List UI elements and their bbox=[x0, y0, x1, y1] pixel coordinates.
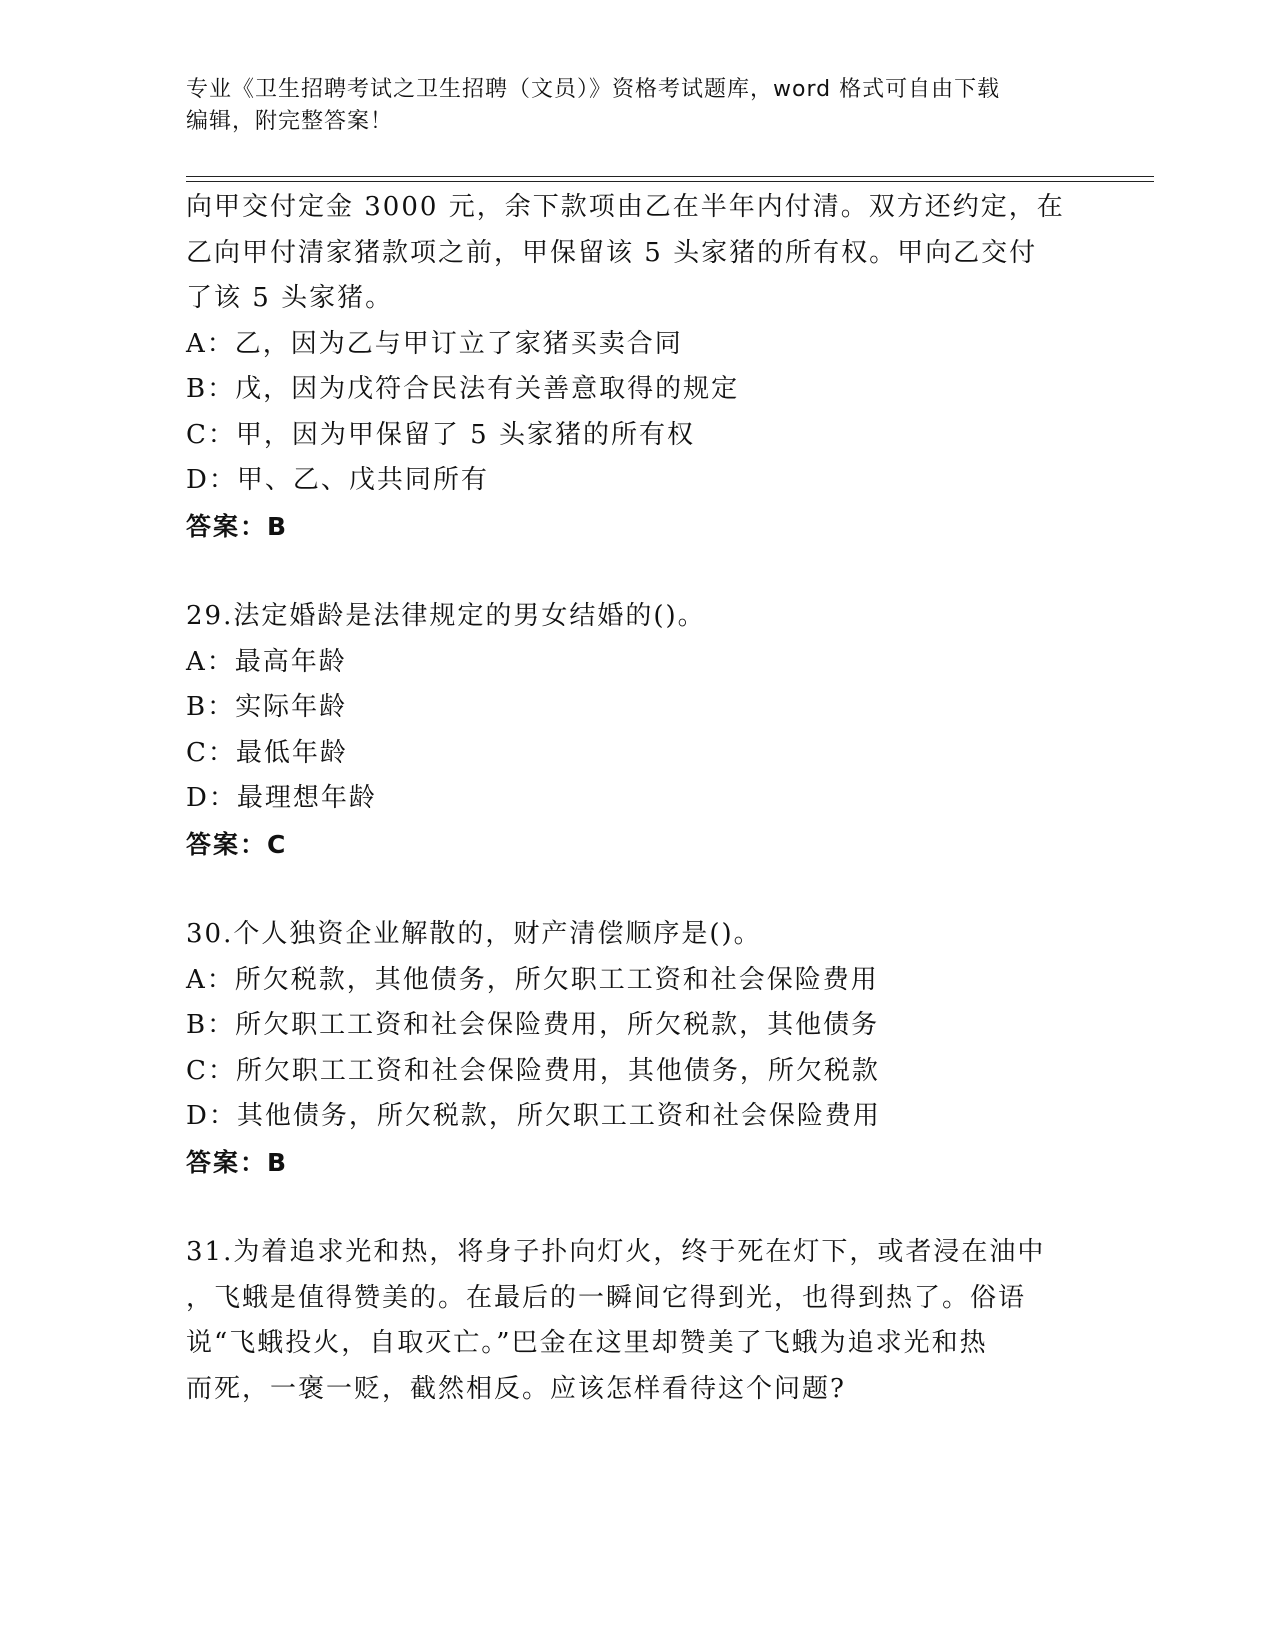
option-d: D：其他债务，所欠税款，所欠职工工资和社会保险费用 bbox=[186, 1101, 881, 1131]
question-stem-line: 31.为着追求光和热，将身子扑向灯火，终于死在灯下，或者浸在油中 bbox=[186, 1237, 1046, 1267]
option-a: A：最高年龄 bbox=[186, 646, 347, 677]
document-header bbox=[186, 74, 1086, 138]
question-29 bbox=[186, 594, 1086, 867]
header-line: 编辑，附完整答案！ bbox=[186, 109, 394, 134]
question-stem: 29.法定婚龄是法律规定的男女结婚的()。 bbox=[186, 601, 706, 631]
header-divider bbox=[186, 181, 1154, 182]
option-b: B：戊，因为戊符合民法有关善意取得的规定 bbox=[186, 374, 740, 404]
header-line: 专业《卫生招聘考试之卫生招聘（文员）》资格考试题库，word 格式可自由下载 bbox=[186, 77, 1001, 102]
question-stem-line: 说“飞蛾投火，自取灭亡。”巴金在这里却赞美了飞蛾为追求光和热 bbox=[186, 1328, 988, 1358]
option-d: D：最理想年龄 bbox=[186, 783, 377, 813]
option-c: C：最低年龄 bbox=[186, 737, 348, 768]
answer: 答案：C bbox=[186, 829, 288, 859]
question-stem-line: 了该 5 头家猪。 bbox=[186, 283, 394, 313]
question-stem-line: 向甲交付定金 3000 元，余下款项由乙在半年内付清。双方还约定，在 bbox=[186, 192, 1065, 222]
option-b: B：实际年龄 bbox=[186, 692, 348, 722]
header-divider bbox=[186, 176, 1154, 177]
option-d: D：甲、乙、戊共同所有 bbox=[186, 465, 489, 495]
question-30 bbox=[186, 912, 1086, 1185]
question-28 bbox=[186, 185, 1086, 549]
question-stem: 30.个人独资企业解散的，财产清偿顺序是()。 bbox=[186, 919, 762, 949]
question-31 bbox=[186, 1230, 1086, 1412]
option-a: A：乙，因为乙与甲订立了家猪买卖合同 bbox=[186, 328, 683, 359]
question-content bbox=[186, 185, 1086, 1412]
question-stem-line: 乙向甲付清家猪款项之前，甲保留该 5 头家猪的所有权。甲向乙交付 bbox=[186, 237, 1038, 268]
question-stem-line: 而死，一褒一贬，截然相反。应该怎样看待这个问题? bbox=[186, 1373, 846, 1404]
question-stem-line: ，飞蛾是值得赞美的。在最后的一瞬间它得到光，也得到热了。俗语 bbox=[186, 1282, 1027, 1313]
answer: 答案：B bbox=[186, 1147, 289, 1177]
option-a: A：所欠税款，其他债务，所欠职工工资和社会保险费用 bbox=[186, 964, 879, 995]
option-c: C：甲，因为甲保留了 5 头家猪的所有权 bbox=[186, 419, 695, 450]
answer: 答案：B bbox=[186, 511, 289, 541]
option-b: B：所欠职工工资和社会保险费用，所欠税款，其他债务 bbox=[186, 1010, 880, 1040]
option-c: C：所欠职工工资和社会保险费用，其他债务，所欠税款 bbox=[186, 1055, 880, 1086]
